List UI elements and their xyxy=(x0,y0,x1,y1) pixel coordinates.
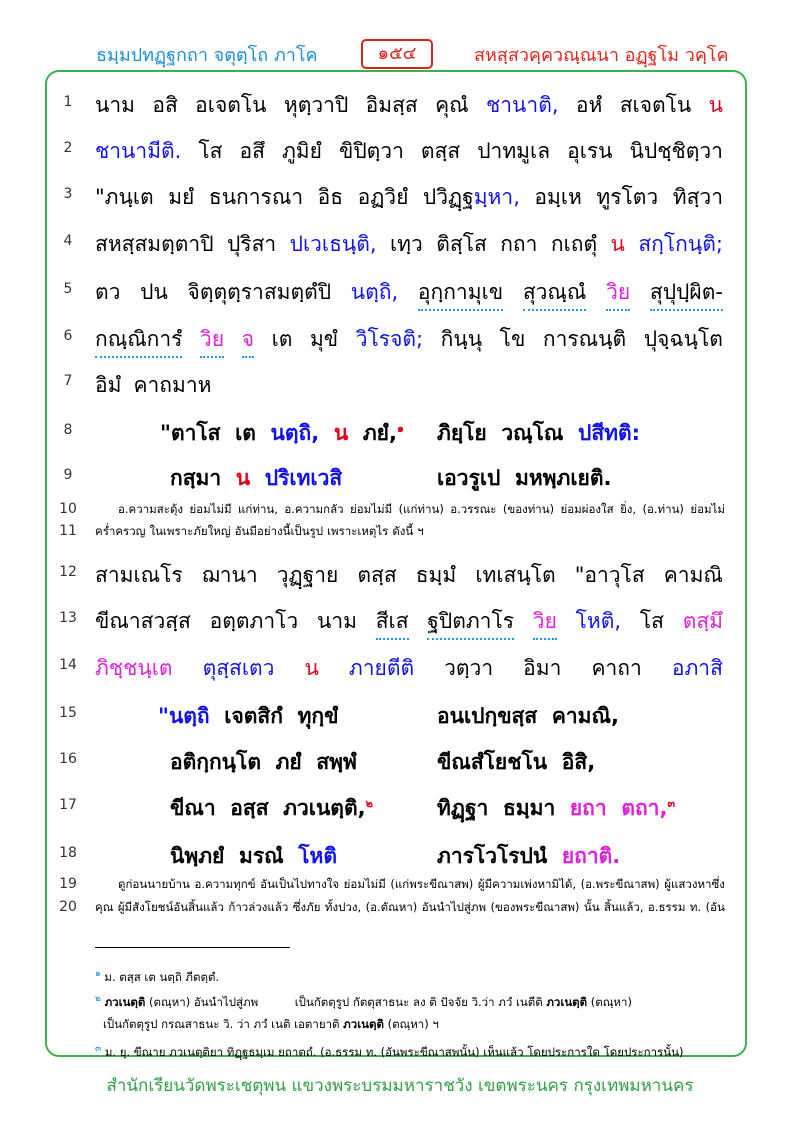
word: เต xyxy=(271,327,293,351)
word: ภายตีติ xyxy=(348,656,415,680)
word: กณฺณิการํ xyxy=(95,323,182,358)
word: อิมํ xyxy=(95,373,122,397)
word: สุปุปฺผิต- xyxy=(650,276,723,311)
word: อิมา xyxy=(523,656,562,680)
header-book-title: ธมฺมปทฏฺฐกถา จตุตฺโถ ภาโค xyxy=(96,45,318,66)
word: สามเณโร xyxy=(95,563,183,587)
word: ปวิฏฺฐมฺหา, xyxy=(422,185,520,209)
word: สุวณฺณํ xyxy=(523,276,587,311)
word: ปน xyxy=(140,280,168,304)
line-number: 1 xyxy=(63,94,73,110)
line-number: 17 xyxy=(59,797,77,813)
word: กเถตุํ xyxy=(550,232,598,256)
footnote-2-continued: เป็นกัตตุรูป กรณสาธนะ วิ. ว่า ภวํ เนติ เอตายาติ ภวเนตฺติ (ตณฺหา) ฯ xyxy=(103,1017,439,1031)
body-line-14 xyxy=(95,652,723,685)
word: นาม xyxy=(95,93,135,117)
footnote-ref: ๒ xyxy=(365,797,373,810)
word: สเจตโน xyxy=(619,93,692,117)
word: ขีณาสวสฺส xyxy=(95,609,191,633)
word: อตฺตภาโว xyxy=(209,609,299,633)
word: ปุริสา xyxy=(226,232,277,256)
word: มุขํ xyxy=(309,327,339,351)
word: ชานาติ, xyxy=(486,93,559,117)
line-number: 8 xyxy=(63,422,73,438)
translation-line-10: อ.ความสะดุ้ง ย่อมไม่มี แก่ท่าน, อ.ความกลัว ย่อมไม่มี (แก่ท่าน) อ.วรรณะ (ของท่าน) ย่อมผ่องใส ยิ่ง, (อ.ท่าน) ย่อมไม่ xyxy=(118,502,725,516)
line-number: 7 xyxy=(63,373,73,389)
line-number: 16 xyxy=(59,751,77,767)
word: เทฺว xyxy=(390,232,423,256)
footer-institution: สำนักเรียนวัดพระเชตุพน แขวงพระบรมมหาราชวัง เขตพระนคร กรุงเทพมหานคร xyxy=(106,1076,694,1096)
line-number: 15 xyxy=(59,705,77,721)
word: จ xyxy=(242,323,254,358)
verse-line-17b: ทิฏฺฐา ธมฺมา ยถา ตถา,$^๓$ xyxy=(437,796,675,820)
body-line-5 xyxy=(95,276,723,311)
word: กถา xyxy=(500,232,538,256)
word: วิย xyxy=(200,323,224,358)
line-number: 6 xyxy=(63,328,73,344)
body-line-6 xyxy=(95,323,723,358)
page-number-box: ๑๕๔ xyxy=(361,39,433,69)
verse-line-9b: เอวรูเป มหพฺภเยติ. xyxy=(437,466,612,490)
word: คาถา xyxy=(591,656,642,680)
word: ภิชฺชนฺเต xyxy=(95,656,173,680)
verse-line-15b: อนเปกฺขสฺส คามณิ, xyxy=(437,704,619,728)
line-number: 13 xyxy=(59,610,77,626)
word: กินฺนุ xyxy=(440,327,483,351)
word: ตสฺส xyxy=(420,139,461,163)
word: เทเสนฺโต xyxy=(475,563,556,587)
footnote-1: $^๑$ ม. ตสฺส เต นตฺถิ ภีตตฺตํ. xyxy=(95,969,220,984)
word: วิย xyxy=(533,605,557,640)
header-chapter-title: สหสฺสวคฺควณฺณนา อฏฺฐโม วคฺโค xyxy=(474,45,729,66)
body-line-12 xyxy=(95,559,723,592)
word: ปุจฺฉนฺโต xyxy=(643,327,723,351)
verse-line-17a: ขีณา อสฺส ภวเนตฺติ,$^๒$ xyxy=(170,796,373,820)
word: น xyxy=(304,656,319,680)
line-number: 20 xyxy=(59,899,77,915)
line-number: 9 xyxy=(63,467,73,483)
word: วิย xyxy=(606,276,630,311)
word: วตฺวา xyxy=(444,656,494,680)
word: "ภนฺเต xyxy=(95,185,154,209)
word: ทิสฺวา xyxy=(672,185,723,209)
word: ปเวเธนฺติ, xyxy=(289,232,377,256)
body-line-1 xyxy=(95,89,723,122)
word: ขิปิตฺวา xyxy=(338,139,404,163)
word: สกฺโกนฺติ; xyxy=(638,232,723,256)
body-line-4 xyxy=(95,228,723,261)
word: ฌานา xyxy=(201,563,258,587)
word: อฏวิยํ xyxy=(357,185,409,209)
word: อมฺเห xyxy=(534,185,582,209)
word: ตว xyxy=(95,280,121,304)
footnote-ref: ๑ xyxy=(396,422,404,435)
line-number: 4 xyxy=(63,233,73,249)
word: คุณํ xyxy=(435,93,469,117)
word: คามณิ xyxy=(663,563,723,587)
verse-line-8a: "ตาโส เต นตฺถิ, น ภยํ,$^๑$ xyxy=(160,421,404,445)
word: ชานามีติ. xyxy=(95,139,182,163)
word: ตุสฺสเตว xyxy=(202,656,275,680)
line-number: 12 xyxy=(59,564,77,580)
word: อิธ xyxy=(317,185,344,209)
verse-line-15a: "นตฺถิ เจตสิกํ ทุกฺขํ xyxy=(158,704,339,728)
word: ตสฺส xyxy=(357,563,397,587)
word: คาถมาห xyxy=(133,373,212,397)
word: ตสฺมึ xyxy=(682,609,723,633)
line-number: 10 xyxy=(59,501,77,517)
line-number: 3 xyxy=(63,186,73,202)
line-number: 5 xyxy=(63,281,73,297)
translation-line-20: คุณ ผู้มีสังโยชน์อันสิ้นแล้ว ก้าวล่วงแล้ว ซึ่งภัย ทั้งปวง, (อ.ตัณหา) อันนำไปสู่ภพ (ของพระขีณาสพ) นั้น สิ้นแล้ว, อ.ธรรม ท. (อัน xyxy=(95,900,725,914)
word: ธมฺมํ xyxy=(415,563,457,587)
footnote-ref: ๓ xyxy=(667,797,675,810)
word: ธนการณา xyxy=(208,185,304,209)
word: โข xyxy=(499,327,526,351)
translation-line-11: คร่ำครวญ ในเพราะภัยใหญ่ อันมีอย่างนี้เป็นรูป เพราะเหตุไร ดังนี้ ฯ xyxy=(95,524,424,538)
word: นิปชฺชิตฺวา xyxy=(629,139,723,163)
word: จิตฺตุตฺราสมตฺตํปิ xyxy=(187,280,332,304)
body-line-2 xyxy=(95,135,723,168)
verse-line-18a: นิพฺภยํ มรณํ โหติ xyxy=(170,844,337,868)
body-line-7 xyxy=(95,369,723,402)
verse-line-16a: อติกฺกนฺโต ภยํ สพฺพํ xyxy=(170,750,357,774)
word: การณนฺติ xyxy=(542,327,627,351)
verse-line-18b: ภารโวโรปนํ ยถาติ. xyxy=(437,844,621,868)
word: มยํ xyxy=(168,185,195,209)
word: ทูรโตว xyxy=(596,185,659,209)
word: วิโรจติ; xyxy=(355,327,424,351)
word: ภูมิยํ xyxy=(281,139,322,163)
line-number: 2 xyxy=(63,140,73,156)
word: "อาวุโส xyxy=(574,563,645,587)
word: หุตฺวาปิ xyxy=(283,93,349,117)
word: โส xyxy=(639,609,664,633)
word: น xyxy=(610,232,625,256)
line-number: 18 xyxy=(59,845,77,861)
line-number: 14 xyxy=(59,657,77,673)
word: อภาสิ xyxy=(671,656,723,680)
word: สีเส xyxy=(376,605,409,640)
word: อเจตโน xyxy=(195,93,267,117)
word: อสึ xyxy=(239,139,265,163)
word: อุเรน xyxy=(567,139,613,163)
footnote-3: $^๓$ ม. ยุ. ขีณาย ภวเนตฺติยา ทิฏฺฐธมฺเม ยถาตถํ. (อ.ธรรม ท. (อันพระขีณาสพนั้น) เห็นแล้ว โดยประการใด โดยประการนั้น) xyxy=(95,1044,684,1059)
word: ติสฺโส xyxy=(436,232,487,256)
footnote-2: $^๒$ ภวเนตฺติ (ตณฺหา) อันนำไปสู่ภพ เป็นกัตตุรูป กัตตุสาธนะ ลง ติ ปัจจัย วิ.ว่า ภวํ เนตีติ ภวเนตฺติ (ตณฺหา) xyxy=(95,994,632,1009)
translation-line-19: ดูก่อนนายบ้าน อ.ความทุกข์ อันเป็นไปทางใจ ย่อมไม่มี (แก่พระขีณาสพ) ผู้มีความเพ่งหามิได้, (อ.พระขีณาสพ) ผู้แสวงหาซึ่ง xyxy=(118,877,725,891)
body-line-3 xyxy=(95,181,723,214)
line-number: 11 xyxy=(59,523,77,539)
body-line-13 xyxy=(95,605,723,640)
word: อสิ xyxy=(152,93,178,117)
word: ฐปิตภาโร xyxy=(427,605,514,640)
line-number: 19 xyxy=(59,876,77,892)
word: โส xyxy=(198,139,223,163)
verse-line-8b: ภิยฺโย วณฺโณ ปสีทติ: xyxy=(437,421,641,445)
word: น xyxy=(708,93,723,117)
word: อิมสฺส xyxy=(365,93,418,117)
word: วุฏฺฐาย xyxy=(276,563,339,587)
word: อุกฺกามุเข xyxy=(418,276,503,311)
footnote-divider xyxy=(95,947,290,948)
word: นตฺถิ, xyxy=(350,280,399,304)
word: ปาทมูเล xyxy=(477,139,551,163)
verse-line-16b: ขีณสํโยชโน อิสิ, xyxy=(437,750,596,774)
word: สหสฺสมตฺตาปิ xyxy=(95,232,214,256)
word: นาม xyxy=(316,609,357,633)
word: อหํ xyxy=(575,93,603,117)
verse-line-9a: กสฺมา น ปริเทเวสิ xyxy=(170,466,343,490)
word: โหติ, xyxy=(575,609,622,633)
